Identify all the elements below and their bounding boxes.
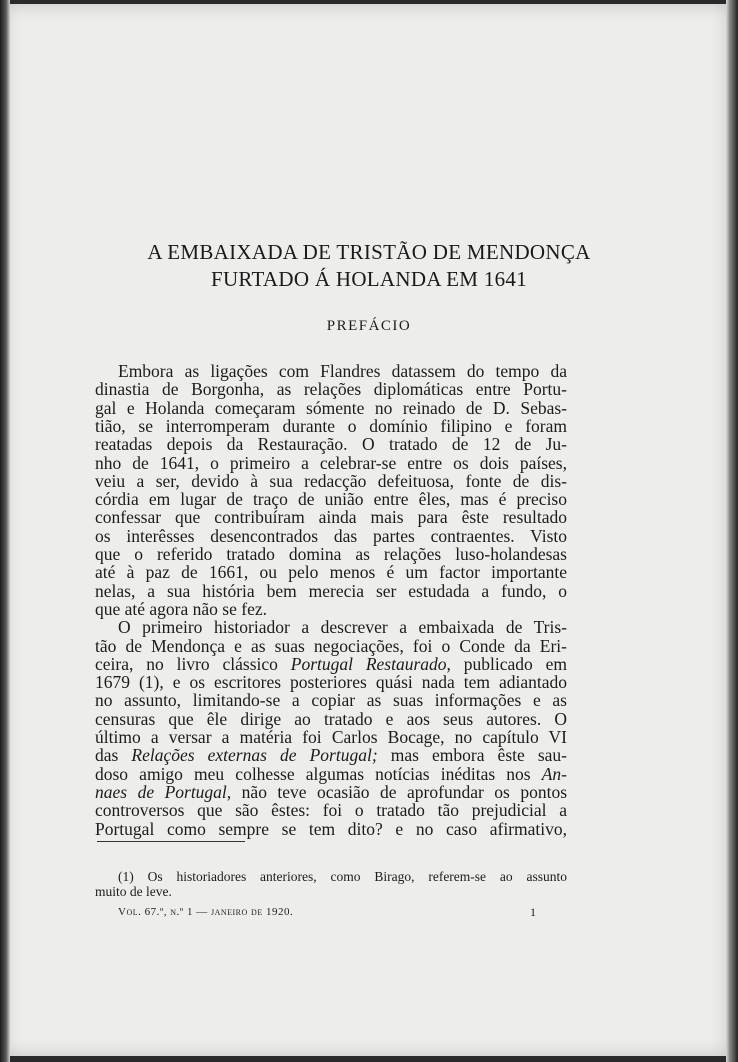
text-run: das [95, 745, 119, 766]
text-line: os interêsses desencontrados das partes contraentes. Visto [95, 525, 567, 546]
text-line: tião, se interromperam durante o domínio filipino e foram [95, 415, 567, 436]
text-line: reatadas depois da Restauração. O tratado de 12 de Ju- [95, 434, 567, 455]
volume-signature: Vol. 67.º, n.º 1 — janeiro de 1920. [118, 906, 294, 918]
book-title-italic: Portugal Restaurado, [290, 653, 451, 674]
text-line: no assunto, limitando-se a copiar as suas informações e as [95, 690, 567, 711]
footnote-rule [97, 841, 245, 842]
text-line: até à paz de 1661, ou pelo menos é um factor importante [95, 562, 567, 583]
text-run: doso amigo meu colhesse algumas notícias inéditas nos [95, 763, 531, 784]
book-spine-edge [0, 0, 10, 1062]
text-line: nelas, a sua história bem merecia ser estudada a fundo, o [95, 580, 567, 601]
footnote-line-1: (1) Os historiadores anteriores, como Birago, referem-se ao assunto [118, 869, 567, 884]
text-line: gal e Holanda começaram sómente no reinado de D. Sebas- [95, 397, 567, 418]
book-title-italic: Relações externas de Portugal; [131, 745, 378, 766]
page-right-edge [726, 0, 738, 1062]
text-run: ceira, no livro clássico [95, 653, 278, 674]
text-line: tão de Mendonça e as suas negociações, foi o Conde da Eri- [95, 635, 567, 656]
text-line: que o referido tratado domina as relações luso-holandesas [95, 544, 567, 564]
signature-number: 1 [530, 905, 536, 919]
text-line: nho de 1641, o primeiro a celebrar-se entre os dois países, [95, 452, 567, 473]
text-run: não teve ocasião de aprofundar os pontos [241, 781, 568, 802]
book-title-italic: naes de Portugal, [95, 781, 232, 802]
book-title-italic: An- [541, 763, 567, 784]
text-line: censuras que êle dirige ao tratado e aos seus autores. O [95, 708, 567, 729]
text-line: córdia em lugar de traço de união entre êles, mas é preciso [95, 489, 567, 510]
text-line: Embora as ligações com Flandres datassem do tempo da [118, 361, 567, 381]
text-line: que até agora não se fez. [95, 598, 267, 619]
text-line: controversos que são êstes: foi o tratado tão prejudicial a [95, 800, 567, 821]
article-title-line-1: A EMBAIXADA DE TRISTÃO DE MENDONÇA [147, 240, 591, 264]
text-run: mas embora êste sau- [390, 745, 567, 766]
text-line: O primeiro historiador a descrever a embaixada de Tris- [118, 617, 567, 638]
text-line: confessar que contribuíram ainda mais para êste resultado [95, 507, 567, 528]
text-line: dinastia de Borgonha, as relações diplomáticas entre Portu- [95, 379, 567, 400]
text-line: último a versar a matéria foi Carlos Bocage, no capítulo VI [95, 727, 567, 747]
section-heading: PREFÁCIO [326, 318, 412, 334]
text-line: Portugal como sempre se tem dito? e no caso afirmativo, [95, 818, 567, 839]
text-line: veiu a ser, devido à sua redacção defeituosa, fonte de dis- [95, 470, 567, 491]
article-title-line-2: FURTADO Á HOLANDA EM 1641 [210, 267, 528, 291]
text-line: 1679 (1), e os escritores posteriores quási nada tem adiantado [95, 672, 567, 693]
text-run: publicado em [463, 653, 568, 674]
footnote-line-2: muito de leve. [95, 884, 172, 899]
